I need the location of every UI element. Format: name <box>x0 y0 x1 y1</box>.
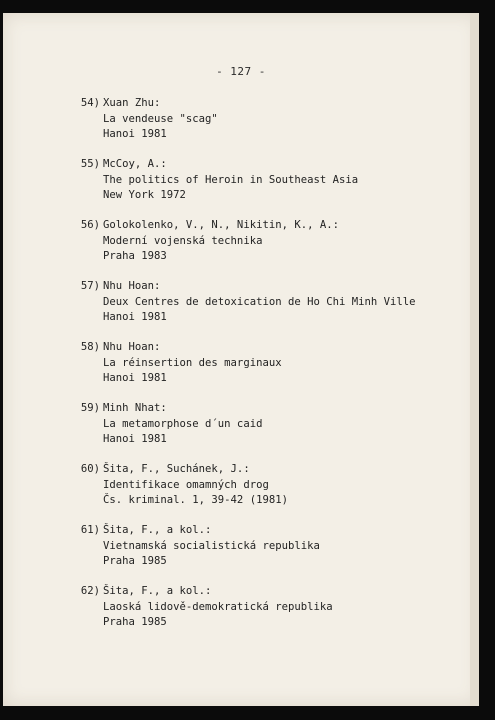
bibliography-entry <box>76 157 416 218</box>
bibliography-entry <box>76 584 416 645</box>
entry-number: 62) <box>80 585 100 597</box>
entry-number: 61) <box>80 524 100 536</box>
entry-number: 60) <box>80 463 100 475</box>
entry-title: The politics of Heroin in Southeast Asia <box>103 173 359 186</box>
entry-author: Šita, F., a kol.: <box>103 524 212 536</box>
entry-number: 57) <box>80 280 100 292</box>
bibliography-entry <box>76 279 416 340</box>
document-page <box>3 13 479 706</box>
bibliography-entry <box>76 218 416 279</box>
page-edge <box>470 13 479 706</box>
entry-author: Golokolenko, V., N., Nikitin, K., A.: <box>103 219 339 231</box>
entry-publication: Praha 1983 <box>103 250 167 262</box>
entry-number: 59) <box>80 402 100 414</box>
entry-title: Laoská lidově-demokratická republika <box>103 600 333 613</box>
entry-title: Vietnamská socialistická republika <box>103 539 320 552</box>
entry-author: McCoy, A.: <box>103 158 167 170</box>
entry-number: 54) <box>80 97 100 109</box>
entry-publication: Praha 1985 <box>103 555 167 567</box>
entry-number: 55) <box>80 158 100 170</box>
entry-author: Minh Nhat: <box>103 402 167 414</box>
entry-number: 58) <box>80 341 100 353</box>
bibliography-entry <box>76 340 416 401</box>
bibliography-list <box>76 96 416 645</box>
bibliography-entry <box>76 401 416 462</box>
entry-publication: Hanoi 1981 <box>103 372 167 384</box>
bibliography-entry <box>76 462 416 523</box>
entry-publication: Praha 1985 <box>103 616 167 628</box>
page-number: - 127 - <box>216 65 266 78</box>
entry-title: La réinsertion des marginaux <box>103 356 282 369</box>
entry-author: Šita, F., Suchánek, J.: <box>103 463 250 475</box>
entry-author: Xuan Zhu: <box>103 97 161 109</box>
entry-title: Identifikace omamných drog <box>103 478 269 491</box>
entry-title: Moderní vojenská technika <box>103 234 263 247</box>
entry-publication: Hanoi 1981 <box>103 433 167 445</box>
entry-title: Deux Centres de detoxication de Ho Chi Minh Ville <box>103 295 416 308</box>
entry-number: 56) <box>80 219 100 231</box>
entry-author: Šita, F., a kol.: <box>103 585 212 597</box>
entry-publication: Hanoi 1981 <box>103 311 167 323</box>
entry-author: Nhu Hoan: <box>103 280 161 292</box>
entry-title: La vendeuse "scag" <box>103 112 218 125</box>
bibliography-entry <box>76 96 416 157</box>
entry-publication: Čs. kriminal. 1, 39-42 (1981) <box>103 494 288 506</box>
entry-publication: Hanoi 1981 <box>103 128 167 140</box>
entry-author: Nhu Hoan: <box>103 341 161 353</box>
entry-title: La metamorphose d´un caid <box>103 417 263 430</box>
bibliography-entry <box>76 523 416 584</box>
entry-publication: New York 1972 <box>103 189 186 201</box>
